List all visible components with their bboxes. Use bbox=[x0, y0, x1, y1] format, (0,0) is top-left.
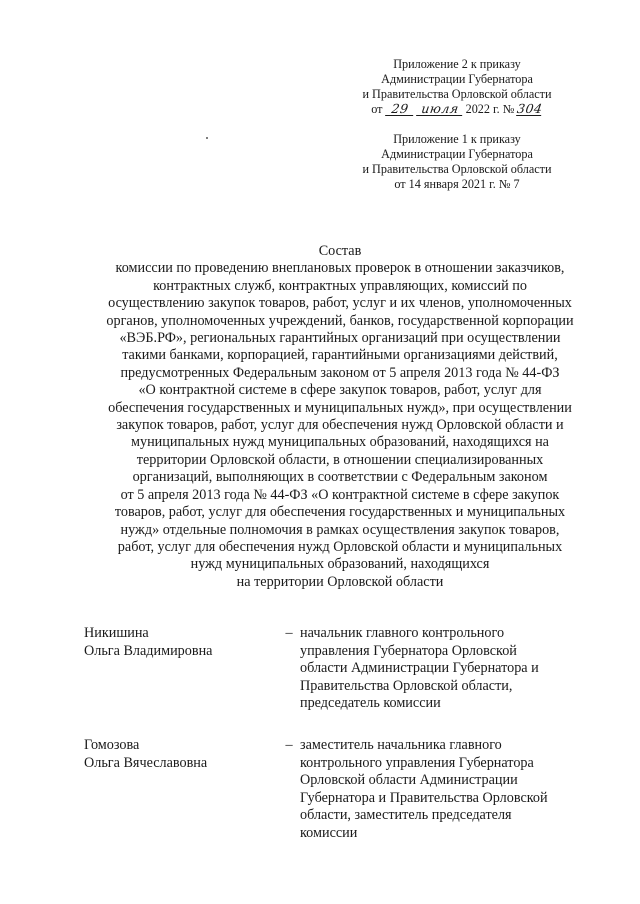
appendix-current-date-line bbox=[352, 102, 562, 117]
title-line: обеспечения государственных и муниципальных нужд», при осуществлении bbox=[108, 399, 572, 416]
member-role-line: Губернатора и Правительства Орловской bbox=[300, 789, 548, 806]
appendix-original-line2: Администрации Губернатора bbox=[381, 147, 533, 161]
title-line: контрактных служб, контрактных управляющих, комиссий по bbox=[153, 277, 527, 294]
handwritten-day: 29 bbox=[385, 103, 415, 116]
member-given-names: Ольга Вячеславовна bbox=[84, 754, 208, 771]
title-line: работ, услуг для обеспечения нужд Орловской области и муниципальных bbox=[117, 538, 563, 555]
scan-speck bbox=[206, 137, 208, 139]
member-role-line: начальник главного контрольного bbox=[300, 625, 505, 641]
member-surname: Гомозова bbox=[84, 737, 140, 753]
title-line: нужд муниципальных образований, находящихся bbox=[190, 556, 490, 573]
member-role-line: Орловской области Администрации bbox=[300, 772, 518, 789]
title-line: закупок товаров, работ, услуг для обеспечения нужд Орловской области и bbox=[116, 417, 564, 434]
member-role-line: управления Губернатора Орловской bbox=[300, 642, 517, 659]
title-line: муниципальных нужд муниципальных образований, находящихся на bbox=[131, 434, 549, 451]
member-role-line: области, заместитель председателя bbox=[300, 807, 512, 824]
appendix-current-header bbox=[352, 57, 562, 117]
member-name bbox=[84, 737, 274, 772]
title-line: организаций, выполняющих в соответствии с Федеральным законом bbox=[132, 469, 548, 486]
title-line: предусмотренных Федеральным законом от 5 апреля 2013 года № 44-ФЗ bbox=[120, 364, 560, 381]
title-line: комиссии по проведению внеплановых проверок в отношении заказчиков, bbox=[115, 260, 565, 277]
title-line: такими банками, корпорацией, гарантийными организациями действий, bbox=[122, 347, 558, 364]
member-role-line: комиссии bbox=[300, 824, 358, 841]
date-prefix: от bbox=[371, 102, 383, 116]
member-name bbox=[84, 625, 274, 660]
date-year: 2022 г. № bbox=[465, 102, 515, 116]
appendix-original-line4: от 14 января 2021 г. № 7 bbox=[394, 177, 520, 191]
appendix-current-line1: Приложение 2 к приказу bbox=[393, 57, 521, 71]
title-line: осуществлению закупок товаров, работ, услуг и их членов, уполномоченных bbox=[108, 295, 572, 312]
title-line: органов, уполномоченных учреждений, банков, государственной корпорации bbox=[106, 312, 574, 329]
member-role-line: области Администрации Губернатора и bbox=[300, 660, 539, 677]
title-line: на территории Орловской области bbox=[236, 573, 444, 590]
title-heading: Состав bbox=[318, 243, 362, 259]
member-dash: – bbox=[285, 737, 293, 753]
appendix-original-line1: Приложение 1 к приказу bbox=[393, 132, 521, 146]
title-line: территории Орловской области, в отношении специализированных bbox=[136, 451, 544, 468]
title-line: нужд» отдельные полномочия в рамках осуществления закупок товаров, bbox=[120, 521, 560, 538]
appendix-current-line3: и Правительства Орловской области bbox=[362, 87, 552, 101]
title-line: «О контрактной системе в сфере закупок товаров, работ, услуг для bbox=[138, 382, 542, 399]
title-line: от 5 апреля 2013 года № 44-ФЗ «О контрактной системе в сфере закупок bbox=[120, 486, 560, 503]
member-given-names: Ольга Владимировна bbox=[84, 642, 213, 659]
appendix-current-line2: Администрации Губернатора bbox=[381, 72, 533, 86]
member-role bbox=[300, 737, 590, 843]
member-role-line: контрольного управления Губернатора bbox=[300, 754, 534, 771]
title-line: «ВЭБ.РФ», региональных гарантийных организаций при осуществлении bbox=[119, 330, 561, 347]
appendix-original-header bbox=[352, 132, 562, 192]
member-role bbox=[300, 625, 590, 713]
title-line: товаров, работ, услуг для обеспечения государственных и муниципальных bbox=[114, 504, 566, 521]
appendix-original-line3: и Правительства Орловской области bbox=[362, 162, 552, 176]
member-role-line: Правительства Орловской области, bbox=[300, 677, 513, 694]
handwritten-month: июля bbox=[416, 103, 464, 116]
member-dash: – bbox=[285, 625, 293, 641]
member-role-line: заместитель начальника главного bbox=[300, 737, 502, 753]
handwritten-number: 304 bbox=[516, 101, 544, 116]
document-title bbox=[70, 243, 610, 591]
member-role-line: председатель комиссии bbox=[300, 695, 441, 712]
member-surname: Никишина bbox=[84, 625, 149, 641]
